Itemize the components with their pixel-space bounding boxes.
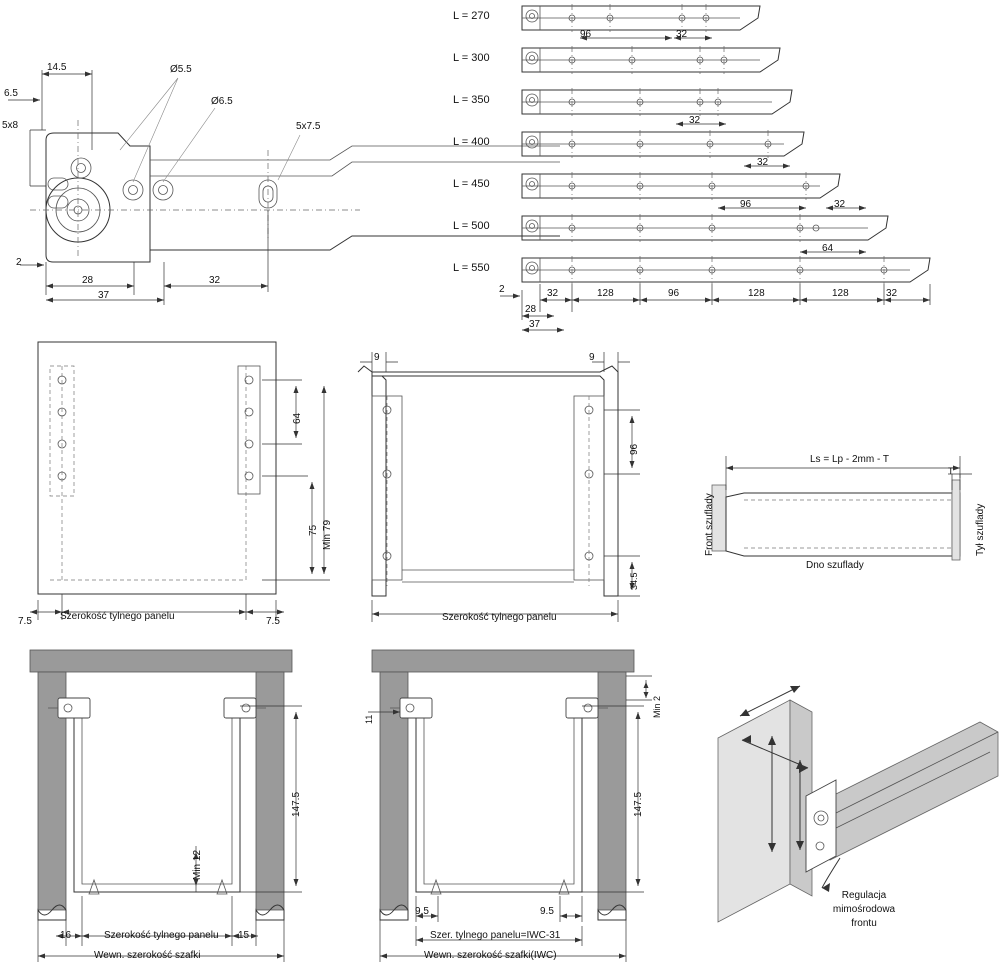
caption-front-back-panel-width: Szerokość tylnego panelu	[442, 612, 557, 623]
dim-32-row3: 32	[689, 115, 701, 126]
dim-128-chain-2: 128	[748, 288, 765, 299]
dim-14-5: 14.5	[47, 62, 67, 73]
dim-11: 11	[364, 714, 374, 724]
dim-5x7-5: 5x7.5	[296, 121, 321, 132]
caption-inner-cabinet-width-iwc: Wewn. szerokość szafki(IWC)	[424, 950, 557, 961]
length-series-views	[500, 4, 930, 333]
dim-96-row5: 96	[740, 199, 752, 210]
view-drawer-side-section	[712, 456, 972, 560]
label-dno-szuflady: Dno szuflady	[806, 560, 864, 571]
dim-64-backpanel: 64	[292, 412, 303, 424]
view-cabinet-section-left	[30, 650, 302, 962]
dim-96-chain: 96	[668, 288, 680, 299]
caption-inner-cabinet-width-left: Wewn. szerokość szafki	[94, 950, 201, 961]
dim-9-right: 9	[589, 352, 595, 363]
length-label-450: L = 450	[453, 178, 490, 190]
dim-6-5: 6.5	[4, 88, 18, 99]
dim-32-chain-end: 32	[886, 288, 898, 299]
dim-min2: Min 2	[652, 695, 662, 718]
dim-96-row1: 96	[580, 29, 592, 40]
dim-t: T	[948, 466, 954, 476]
dim-32-detail: 32	[209, 275, 221, 286]
dim-7-5-right: 7.5	[266, 616, 280, 627]
dim-min12: Min 12	[192, 849, 203, 880]
dim-147-5-left: 147.5	[291, 791, 302, 817]
dim-7-5-left: 7.5	[18, 616, 32, 627]
view-back-panel	[30, 342, 330, 620]
dim-5x8: 5x8	[2, 120, 19, 131]
dim-28-chain: 28	[525, 304, 537, 315]
dim-34-5: 34.5	[629, 572, 639, 590]
dim-32-row4: 32	[757, 157, 769, 168]
dim-32-row6: 32	[834, 199, 846, 210]
dim-64-row6: 64	[822, 243, 834, 254]
dim-32-chain: 32	[547, 288, 559, 299]
dim-d5-5: Ø5.5	[170, 64, 192, 75]
dim-2-chain: 2	[499, 284, 505, 295]
dim-28: 28	[82, 275, 94, 286]
length-label-350: L = 350	[453, 94, 490, 106]
length-label-300: L = 300	[453, 52, 490, 64]
caption-regulacja-2: mimośrodowa	[832, 904, 896, 915]
dim-37: 37	[98, 290, 110, 301]
length-label-400: L = 400	[453, 136, 490, 148]
dim-d6-5: Ø6.5	[211, 96, 233, 107]
dim-75-backpanel: 75	[308, 524, 319, 536]
view-eccentric-adjustment	[718, 686, 998, 922]
caption-back-panel-iwc: Szer. tylnego panelu=IWC-31	[430, 930, 561, 941]
dim-min79: Min 79	[322, 519, 333, 550]
caption-regulacja-3: frontu	[851, 918, 877, 929]
label-tyl-szuflady: Tył szuflady	[975, 503, 986, 556]
dim-128-chain-3: 128	[832, 288, 849, 299]
dim-128-chain-1: 128	[597, 288, 614, 299]
dim-16: 16	[60, 930, 72, 941]
length-label-270: L = 270	[453, 10, 490, 22]
caption-back-panel-width-left: Szerokość tylnego panelu	[104, 930, 219, 941]
dim-147-5-right: 147.5	[633, 791, 644, 817]
length-label-500: L = 500	[453, 220, 490, 232]
length-label-550: L = 550	[453, 262, 490, 274]
view-front-elevation	[358, 352, 640, 622]
dim-2: 2	[16, 257, 22, 268]
dim-9-left: 9	[374, 352, 380, 363]
dim-9-5-left: 9.5	[415, 906, 429, 917]
view-cabinet-section-right	[368, 650, 652, 962]
label-front-szuflady: Front szuflady	[704, 493, 715, 556]
dim-32-row1: 32	[676, 29, 688, 40]
formula-ls: Ls = Lp - 2mm - T	[810, 454, 890, 465]
dim-96-front: 96	[629, 443, 640, 455]
dim-9-5-right: 9.5	[540, 906, 554, 917]
dim-15: 15	[238, 930, 250, 941]
dim-37-chain: 37	[529, 319, 541, 330]
caption-regulacja-1: Regulacja	[841, 890, 887, 901]
caption-back-panel-width: Szerokość tylnego panelu	[60, 611, 175, 622]
